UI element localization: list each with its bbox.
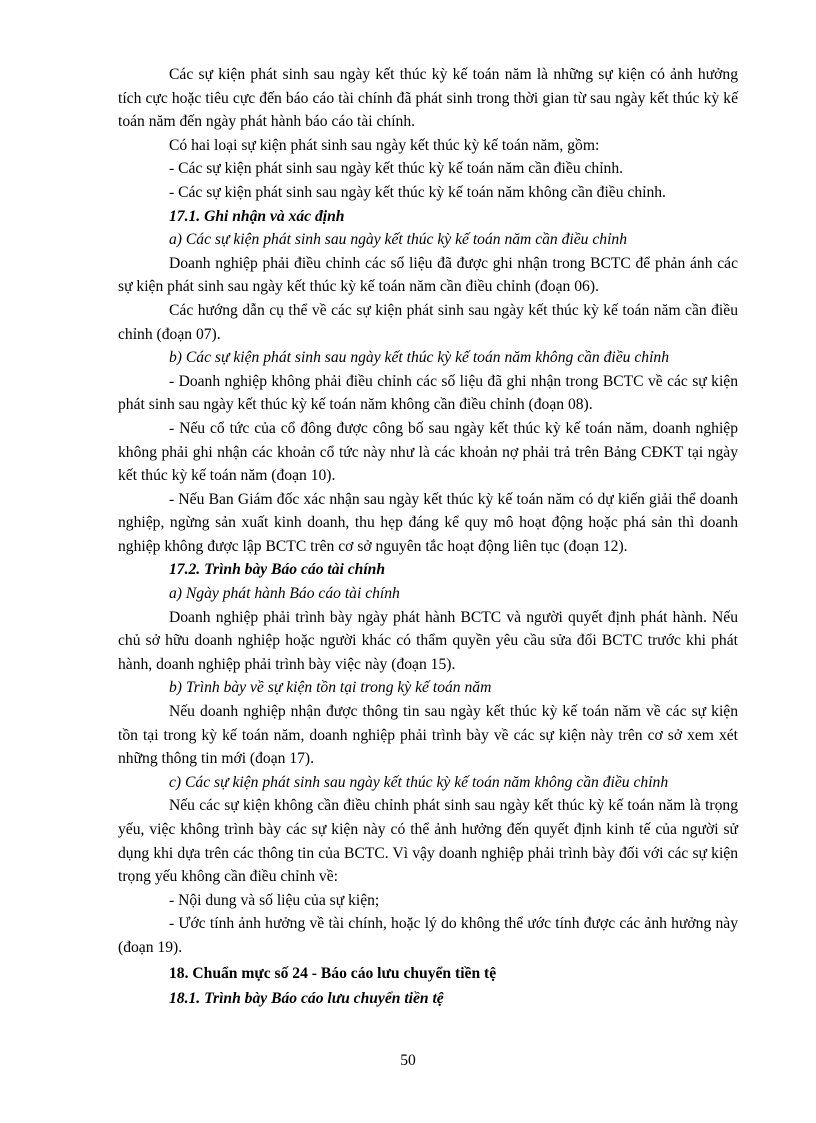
paragraph: Các sự kiện phát sinh sau ngày kết thúc kỳ kế toán năm là những sự kiện có ảnh hưởng tích cực hoặc tiêu cực đến báo cáo tài chính đã phát sinh trong thời gian từ sau ngày kết thúc kỳ kế toán năm đến ngày phát hành báo cáo tài chính.	[118, 66, 738, 131]
list-item: - Các sự kiện phát sinh sau ngày kết thúc kỳ kế toán năm cần điều chỉnh.	[169, 160, 624, 178]
list-item: - Nếu Ban Giám đốc xác nhận sau ngày kết thúc kỳ kế toán năm có dự kiến giải thể doanh nghiệp, ngừng sản xuất kinh doanh, thu hẹp đáng kể quy mô hoạt động hoặc phá sản thì doanh nghiệp không được lập BCTC trên cơ sở nguyên tắc hoạt động liên tục (đoạn 12).	[118, 490, 738, 555]
subsection-heading: a) Ngày phát hành Báo cáo tài chính	[169, 585, 400, 603]
section-heading: 17.1. Ghi nhận và xác định	[169, 207, 345, 225]
paragraph: Có hai loại sự kiện phát sinh sau ngày kết thúc kỳ kế toán năm, gồm:	[169, 136, 600, 154]
list-item: - Ước tính ảnh hưởng về tài chính, hoặc lý do không thể ước tính được các ảnh hưởng này (đoạn 19).	[118, 915, 738, 956]
paragraph: Các hướng dẫn cụ thể về các sự kiện phát sinh sau ngày kết thúc kỳ kế toán năm cần điều chỉnh (đoạn 07).	[118, 301, 738, 343]
subsection-heading: c) Các sự kiện phát sinh sau ngày kết thúc kỳ kế toán năm không cần điều chỉnh	[169, 773, 669, 791]
list-item: - Nếu cổ tức của cổ đông được công bố sau ngày kết thúc kỳ kế toán năm, doanh nghiệp không phải ghi nhận các khoản cổ tức này như là các khoản nợ phải trả trên Bảng CĐKT tại ngày kết thúc kỳ kế toán năm (đoạn 10).	[118, 419, 738, 485]
subsection-heading: b) Các sự kiện phát sinh sau ngày kết thúc kỳ kế toán năm không cần điều chỉnh	[169, 349, 670, 367]
section-heading: 17.2. Trình bày Báo cáo tài chính	[169, 561, 386, 579]
paragraph: Nếu các sự kiện không cần điều chỉnh phát sinh sau ngày kết thúc kỳ kế toán năm là trọng yếu, việc không trình bày các sự kiện này có thể ảnh hưởng đến quyết định kinh tế của người sử dụng khi dựa trên các thông tin của BCTC. Vì vậy doanh nghiệp phải trình bày đối với các sự kiện trọng yếu không cần điều chỉnh về:	[118, 797, 738, 886]
chapter-heading: 18. Chuẩn mực số 24 - Báo cáo lưu chuyển tiền tệ	[169, 964, 497, 982]
subsection-heading: a) Các sự kiện phát sinh sau ngày kết thúc kỳ kế toán năm cần điều chỉnh	[169, 231, 628, 249]
paragraph: Doanh nghiệp phải trình bày ngày phát hành BCTC và người quyết định phát hành. Nếu chủ sở hữu doanh nghiệp hoặc người khác có thẩm quyền yêu cầu sửa đổi BCTC trước khi phát hành, doanh nghiệp phải trình bày việc này (đoạn 15).	[118, 608, 738, 673]
page-number: 50	[400, 1052, 416, 1069]
list-item: - Các sự kiện phát sinh sau ngày kết thúc kỳ kế toán năm không cần điều chỉnh.	[169, 183, 666, 201]
paragraph: Doanh nghiệp phải điều chỉnh các số liệu đã được ghi nhận trong BCTC để phản ánh các sự kiện phát sinh sau ngày kết thúc kỳ kế toán năm cần điều chỉnh (đoạn 06).	[118, 254, 738, 296]
document-page	[118, 63, 738, 1011]
section-heading: 18.1. Trình bày Báo cáo lưu chuyển tiền tệ	[169, 990, 444, 1008]
subsection-heading: b) Trình bày về sự kiện tồn tại trong kỳ kế toán năm	[169, 679, 492, 697]
list-item: - Doanh nghiệp không phải điều chỉnh các số liệu đã ghi nhận trong BCTC về các sự kiện phát sinh sau ngày kết thúc kỳ kế toán năm không cần điều chỉnh (đoạn 08).	[118, 372, 738, 414]
paragraph: Nếu doanh nghiệp nhận được thông tin sau ngày kết thúc kỳ kế toán năm về các sự kiện tồn tại trong kỳ kế toán năm, doanh nghiệp phải trình bày về các sự kiện này trên cơ sở xem xét những thông tin mới (đoạn 17).	[118, 703, 738, 768]
list-item: - Nội dung và số liệu của sự kiện;	[169, 891, 380, 909]
